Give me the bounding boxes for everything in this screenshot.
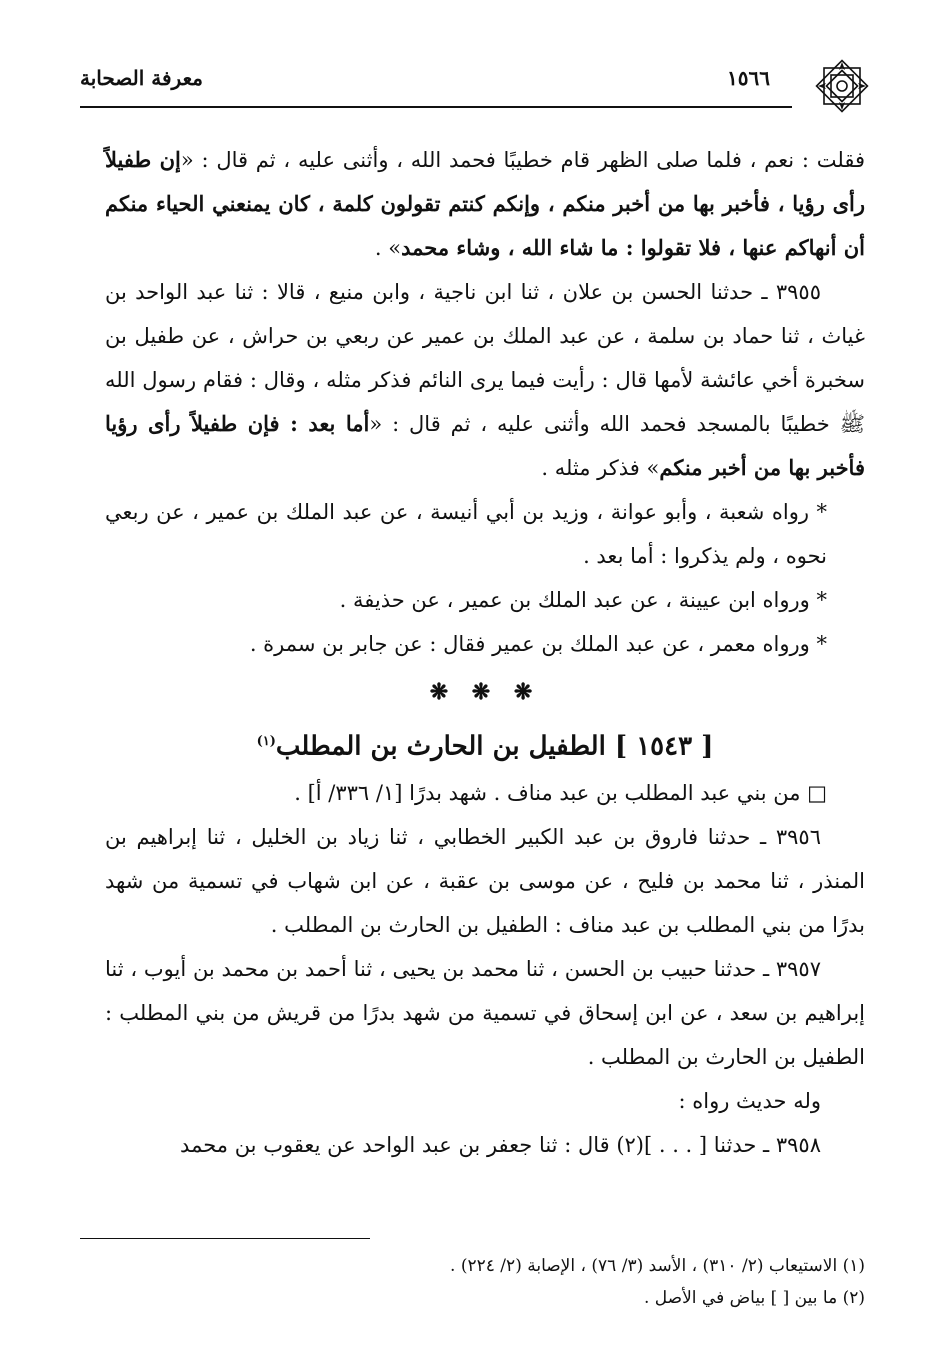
hadith-quote-bold: أما بعد : فإن طفيلاً رأى رؤيا فأخبر بها من أخبر منكم — [105, 411, 865, 480]
hadith-quote-bold: إن طفيلاً رأى رؤيا ، فأخبر بها من أخبر منكم ، وإنكم كنتم تقولون كلمة ، كان يمنعني الحياء منكم أن أنهاكم عنها ، فلا تقولوا : ما شاء الله ، وشاء محمد — [105, 147, 865, 260]
text-run: » فذكر مثله . — [541, 456, 660, 480]
text-run: * ورواه ابن عيينة ، عن عبد الملك بن عمير ، عن حذيفة . — [339, 588, 827, 612]
footnote-2: (٢) ما بين [ ] بياض في الأصل . — [643, 1288, 865, 1308]
section-title — [105, 720, 865, 769]
text-run: * ورواه معمر ، عن عبد الملك بن عمير فقال : عن جابر بن سمرة . — [249, 632, 827, 656]
section-separator: ❋ ❋ ❋ — [429, 679, 541, 705]
narration-note-ibn-uyayna — [105, 578, 865, 622]
paragraph-hadith-3955 — [105, 270, 865, 490]
footnotes — [105, 1250, 865, 1314]
paragraph-narration-intro: وله حديث رواه : — [678, 1088, 821, 1113]
section-intro: □ من بني عبد المطلب بن عبد مناف . شهد بدرًا [١/ ٣٣٦/ أ] . — [294, 780, 827, 805]
narration-note-shuba — [105, 490, 865, 578]
paragraph-hadith-3956: ٣٩٥٦ ـ حدثنا فاروق بن عبد الكبير الخطابي ، ثنا زياد بن الخليل ، ثنا إبراهيم بن المنذر ، ثنا محمد بن فليح ، عن موسى بن عقبة ، عن ابن شهاب في تسمية من شهد بدرًا من بني المطلب بن عبد مناف : الطفيل بن الحارث بن المطلب . — [105, 824, 865, 937]
text-run: » . — [374, 236, 402, 260]
page-number: ١٥٦٦ — [727, 66, 770, 90]
paragraph-continuation — [105, 138, 865, 270]
header-rule — [80, 106, 792, 108]
footnote-rule — [80, 1238, 370, 1239]
paragraph-hadith-3957: ٣٩٥٧ ـ حدثنا حبيب بن الحسن ، ثنا محمد بن يحيى ، ثنا أحمد بن محمد بن أيوب ، ثنا إبراهيم بن سعد ، عن ابن إسحاق في تسمية من شهد بدرًا من قريش من بني المطلب : الطفيل بن الحارث بن المطلب . — [105, 956, 866, 1069]
footnote-1: (١) الاستيعاب (٢/ ٣١٠) ، الأسد (٣/ ٧٦) ، الإصابة (٢/ ٢٢٤) . — [450, 1256, 865, 1276]
paragraph-hadith-3958: ٣٩٥٨ ـ حدثنا [ . . . ](٢) قال : ثنا جعفر بن عبد الواحد عن يعقوب بن محمد — [180, 1132, 821, 1157]
book-title: معرفة الصحابة — [80, 66, 203, 90]
footnote-ref: (١) — [256, 734, 276, 749]
text-run: * رواه شعبة ، وأبو عوانة ، وزيد بن أبي أنيسة ، عن عبد الملك بن عمير ، عن ربعي نحوه ، ولم يذكروا : أما بعد . — [105, 500, 827, 568]
text-run: ٣٩٥٥ ـ حدثنا الحسن بن علان ، ثنا ابن ناجية ، وابن منيع ، قالا : ثنا عبد الواحد بن غياث ، ثنا حماد بن سلمة ، عن عبد الملك بن عمير عن ربعي بن حراش ، عن طفيل بن سخبرة أخي عائشة لأمها قال : رأيت فيما يرى النائم فذكر مثله ، وقال : فقام رسول الله ﷺ خطيبًا بالمسجد فحمد الله وأثنى عليه ، ثم قال : « — [105, 280, 865, 436]
main-text — [105, 138, 865, 1167]
octagram-ornament-icon — [814, 58, 870, 114]
narration-note-mamar — [105, 622, 865, 666]
page-header — [80, 58, 870, 104]
section-title-text: [ ١٥٤٣ ] الطفيل بن الحارث بن المطلب — [275, 731, 714, 762]
text-run: فقلت : نعم ، فلما صلى الظهر قام خطيبًا فحمد الله ، وأثنى عليه ، ثم قال : « — [180, 148, 865, 172]
